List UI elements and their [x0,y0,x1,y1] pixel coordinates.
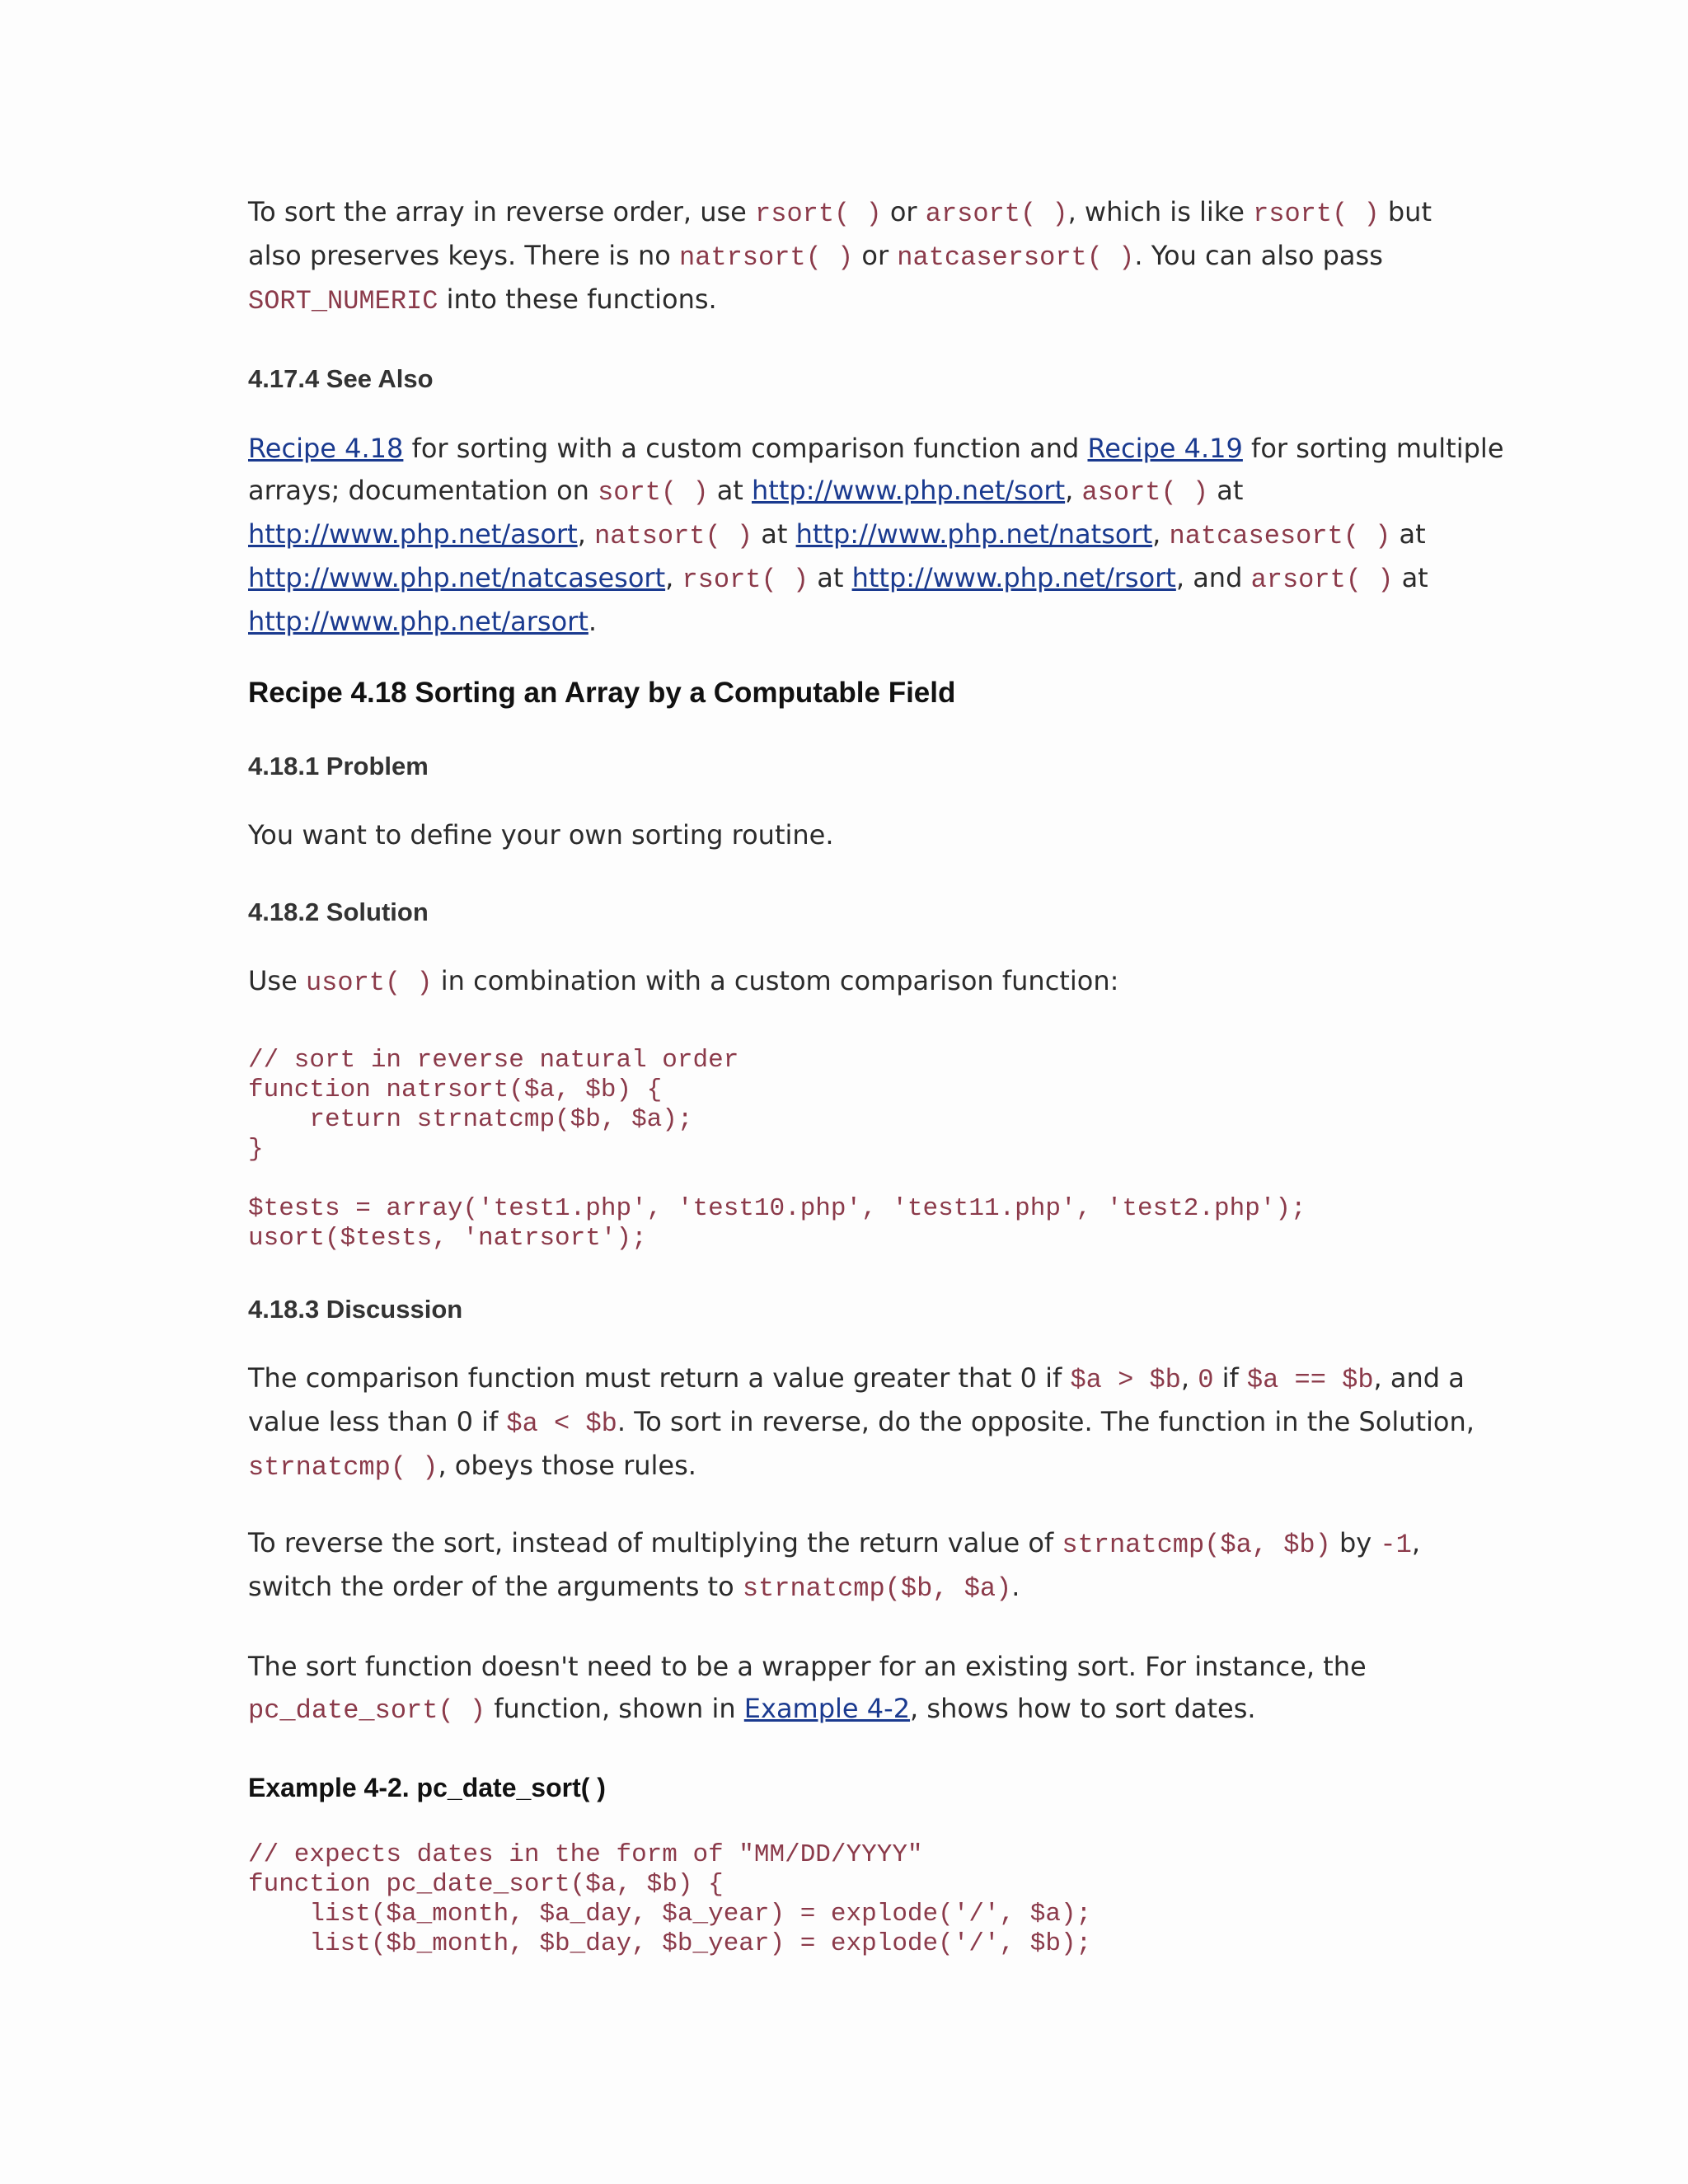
text: , [1411,1527,1420,1558]
example-4-2-link[interactable]: Example 4-2 [743,1693,911,1724]
code-a-eq-b: $a == $b [1246,1365,1374,1395]
discussion-paragraph-3 [248,1646,1451,1732]
php-rsort-link[interactable]: http://www.php.net/rsort [851,562,1176,593]
text: The sort function doesn't need to be a wrapper for an existing sort. For instance, the [248,1651,1367,1682]
text: , [1152,518,1170,550]
example-heading-block [248,1773,1451,1803]
text: . You can also pass [1134,240,1383,271]
example-code: // expects dates in the form of "MM/DD/YYYY" function pc_date_sort($a, $b) { list($a_month, $a_day, $a_year) = explode('/', $a); list($b_month, $b_day, $b_year) = explode('/', $b); [248,1840,1092,1958]
solution-paragraph [248,960,1451,1004]
solution-code-block [248,1046,1451,1254]
code-natrsort: natrsort( ) [678,242,854,273]
code-asort: asort( ) [1081,477,1209,508]
text: , [665,562,682,593]
text: , obeys those rules. [438,1450,696,1481]
text: , shows how to sort dates. [910,1693,1256,1724]
text: switch the order of the arguments to [248,1571,743,1602]
problem-heading-block [248,752,1451,781]
code-rsort: rsort( ) [682,565,809,595]
text: at [1208,475,1244,506]
example-heading: Example 4-2. pc_date_sort( ) [248,1773,606,1802]
text: , which is like [1067,196,1254,227]
solution-heading-block [248,898,1451,927]
text: . To sort in reverse, do the opposite. The function in the Solution, [617,1406,1475,1437]
code-arsort: arsort( ) [1250,565,1394,595]
recipe-4-18-link[interactable]: Recipe 4.18 [248,433,404,464]
discussion-heading-block [248,1295,1451,1324]
recipe-title: Recipe 4.18 Sorting an Array by a Computable Field [248,677,956,709]
text: if [1213,1362,1247,1394]
text: , and a [1373,1362,1465,1394]
text: or [881,196,926,227]
code-arsort: arsort( ) [925,199,1068,229]
reverse-sort-paragraph [248,191,1451,322]
text: also preserves keys. There is no [248,240,679,271]
text: , [577,518,595,550]
text: by [1330,1527,1381,1558]
php-natsort-link[interactable]: http://www.php.net/natsort [795,518,1153,550]
text: at [1393,562,1428,593]
see-also-heading-block [248,364,1451,394]
code-pc-date-sort: pc_date_sort( ) [248,1695,486,1726]
code-natcasersort: natcasersort( ) [897,242,1135,273]
text: Use [248,965,306,996]
code-sort: sort( ) [598,477,709,508]
code-a-lt-b: $a < $b [506,1408,617,1439]
text: To sort the array in reverse order, use [248,196,756,227]
text: but [1379,196,1432,227]
text: function, shown in [485,1693,744,1724]
code-strnatcmp-ba: strnatcmp($b, $a) [742,1573,1012,1604]
php-asort-link[interactable]: http://www.php.net/asort [248,518,578,550]
code-zero: 0 [1198,1365,1214,1395]
problem-heading: 4.18.1 Problem [248,752,429,780]
code-natcasesort: natcasesort( ) [1169,521,1391,551]
text: , [1065,475,1082,506]
text: value less than 0 if [248,1406,507,1437]
code-a-gt-b: $a > $b [1070,1365,1181,1395]
discussion-paragraph-2 [248,1522,1451,1610]
text: in combination with a custom comparison function: [432,965,1119,996]
recipe-4-19-link[interactable]: Recipe 4.19 [1087,433,1243,464]
example-code-block [248,1840,1451,1959]
discussion-paragraph-1 [248,1357,1475,1488]
problem-paragraph [248,814,1451,856]
text: for sorting with a custom comparison function and [403,433,1088,464]
text: . [588,606,598,637]
code-usort: usort( ) [305,968,433,998]
text: at [753,518,796,550]
text: or [853,240,898,271]
php-natcasesort-link[interactable]: http://www.php.net/natcasesort [248,562,666,593]
code-rsort: rsort( ) [1253,199,1380,229]
code-rsort: rsort( ) [755,199,882,229]
solution-code: // sort in reverse natural order function natrsort($a, $b) { return strnatcmp($b, $a); } $tests = array('test1.php', 'test10.php', 'test11.php', 'test2.php'); usort($tests, 'natrsort'); [248,1046,1306,1253]
text: arrays; documentation on [248,475,598,506]
text: at [1390,518,1426,550]
text: at [708,475,753,506]
text: into these functions. [438,284,717,315]
discussion-heading: 4.18.3 Discussion [248,1295,463,1324]
text: at [809,562,852,593]
code-minus-one: -1 [1380,1530,1412,1560]
text: . [1011,1571,1020,1602]
see-also-paragraph [248,428,1504,643]
problem-text: You want to define your own sorting routine. [248,819,834,851]
text: The comparison function must return a value greater that 0 if [248,1362,1071,1394]
see-also-heading: 4.17.4 See Also [248,364,434,393]
text: To reverse the sort, instead of multiplying the return value of [248,1527,1062,1558]
php-arsort-link[interactable]: http://www.php.net/arsort [248,606,588,637]
code-sort-numeric: SORT_NUMERIC [248,286,438,316]
code-strnatcmp: strnatcmp( ) [248,1452,438,1483]
solution-heading: 4.18.2 Solution [248,898,429,926]
text: , [1180,1362,1198,1394]
recipe-title-block [248,677,1451,710]
php-sort-link[interactable]: http://www.php.net/sort [752,475,1066,506]
text: , and [1175,562,1251,593]
code-natsort: natsort( ) [594,521,753,551]
code-strnatcmp-ab: strnatcmp($a, $b) [1062,1530,1331,1560]
text: for sorting multiple [1242,433,1504,464]
